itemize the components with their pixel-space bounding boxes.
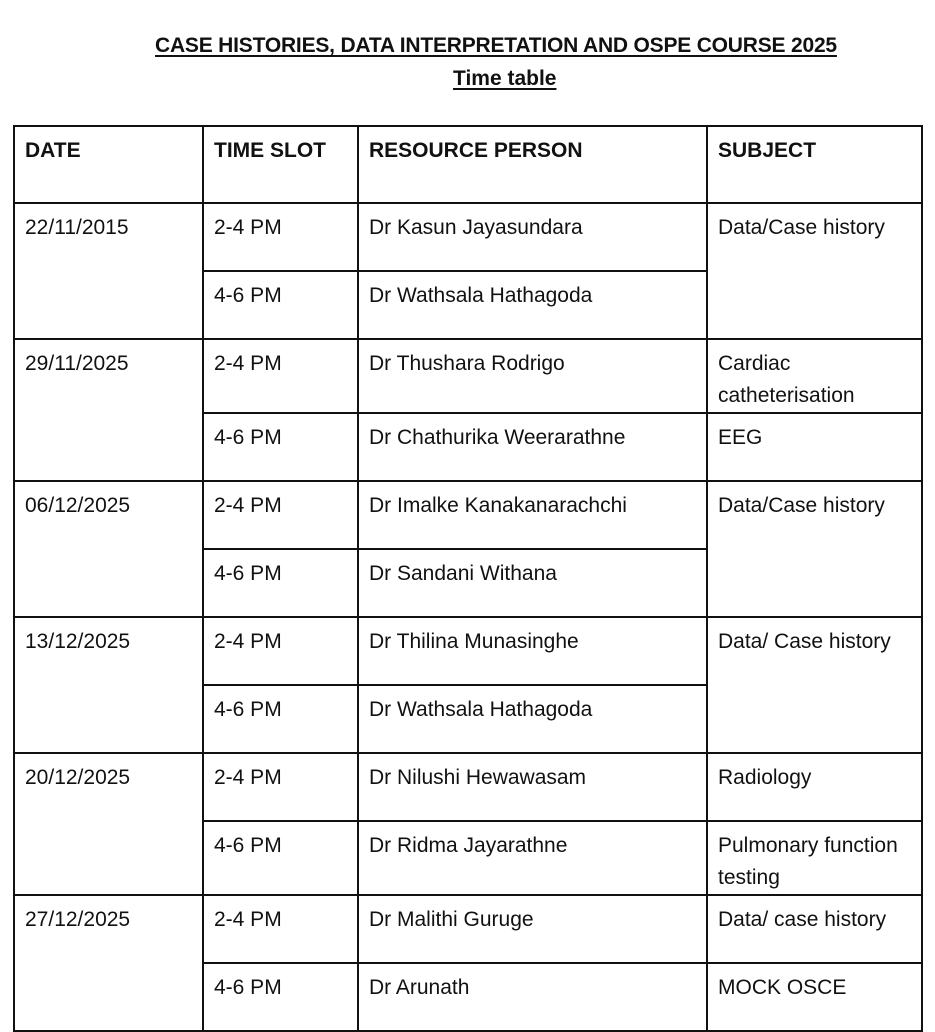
resource-person-cell: Dr Wathsala Hathagoda bbox=[358, 685, 707, 753]
resource-person-cell: Dr Chathurika Weerarathne bbox=[358, 413, 707, 481]
resource-person-cell: Dr Wathsala Hathagoda bbox=[358, 271, 707, 339]
subject-cell: Data/Case history bbox=[707, 481, 922, 617]
resource-person-cell: Dr Kasun Jayasundara bbox=[358, 203, 707, 271]
table-row bbox=[14, 481, 922, 549]
subject-cell: Pulmonary function testing bbox=[707, 821, 922, 895]
resource-person-cell: Dr Nilushi Hewawasam bbox=[358, 753, 707, 821]
subject-cell: Cardiac catheterisation bbox=[707, 339, 922, 413]
resource-person-cell: Dr Imalke Kanakanarachchi bbox=[358, 481, 707, 549]
resource-person-cell: Dr Sandani Withana bbox=[358, 549, 707, 617]
resource-person-cell: Dr Arunath bbox=[358, 963, 707, 1031]
subject-cell: Data/ Case history bbox=[707, 617, 922, 753]
time-slot-cell: 2-4 PM bbox=[203, 617, 358, 685]
header-resource-person: RESOURCE PERSON bbox=[358, 126, 707, 203]
time-slot-cell: 2-4 PM bbox=[203, 481, 358, 549]
time-slot-cell: 4-6 PM bbox=[203, 821, 358, 895]
resource-person-cell: Dr Thushara Rodrigo bbox=[358, 339, 707, 413]
header-date: DATE bbox=[14, 126, 203, 203]
date-cell: 06/12/2025 bbox=[14, 481, 203, 617]
time-slot-cell: 2-4 PM bbox=[203, 753, 358, 821]
date-cell: 20/12/2025 bbox=[14, 753, 203, 895]
subject-cell: Data/Case history bbox=[707, 203, 922, 339]
date-cell: 13/12/2025 bbox=[14, 617, 203, 753]
time-slot-cell: 4-6 PM bbox=[203, 271, 358, 339]
time-slot-cell: 2-4 PM bbox=[203, 339, 358, 413]
table-row bbox=[14, 617, 922, 685]
table-row bbox=[14, 339, 922, 413]
timetable bbox=[13, 125, 923, 1032]
time-slot-cell: 4-6 PM bbox=[203, 413, 358, 481]
time-slot-cell: 4-6 PM bbox=[203, 963, 358, 1031]
subject-cell: Data/ case history bbox=[707, 895, 922, 963]
table-row bbox=[14, 203, 922, 271]
date-cell: 22/11/2015 bbox=[14, 203, 203, 339]
table-row bbox=[14, 753, 922, 821]
date-cell: 29/11/2025 bbox=[14, 339, 203, 481]
header-row bbox=[14, 126, 922, 203]
resource-person-cell: Dr Ridma Jayarathne bbox=[358, 821, 707, 895]
table-row bbox=[14, 895, 922, 963]
resource-person-cell: Dr Thilina Munasinghe bbox=[358, 617, 707, 685]
document-title: CASE HISTORIES, DATA INTERPRETATION AND OSPE COURSE 2025 bbox=[155, 34, 837, 57]
time-slot-cell: 4-6 PM bbox=[203, 549, 358, 617]
date-cell: 27/12/2025 bbox=[14, 895, 203, 1031]
subject-cell: EEG bbox=[707, 413, 922, 481]
time-slot-cell: 2-4 PM bbox=[203, 203, 358, 271]
resource-person-cell: Dr Malithi Guruge bbox=[358, 895, 707, 963]
subject-cell: MOCK OSCE bbox=[707, 963, 922, 1031]
subject-cell: Radiology bbox=[707, 753, 922, 821]
header-subject: SUBJECT bbox=[707, 126, 922, 203]
document-subtitle: Time table bbox=[453, 67, 557, 90]
time-slot-cell: 4-6 PM bbox=[203, 685, 358, 753]
time-slot-cell: 2-4 PM bbox=[203, 895, 358, 963]
header-time-slot: TIME SLOT bbox=[203, 126, 358, 203]
